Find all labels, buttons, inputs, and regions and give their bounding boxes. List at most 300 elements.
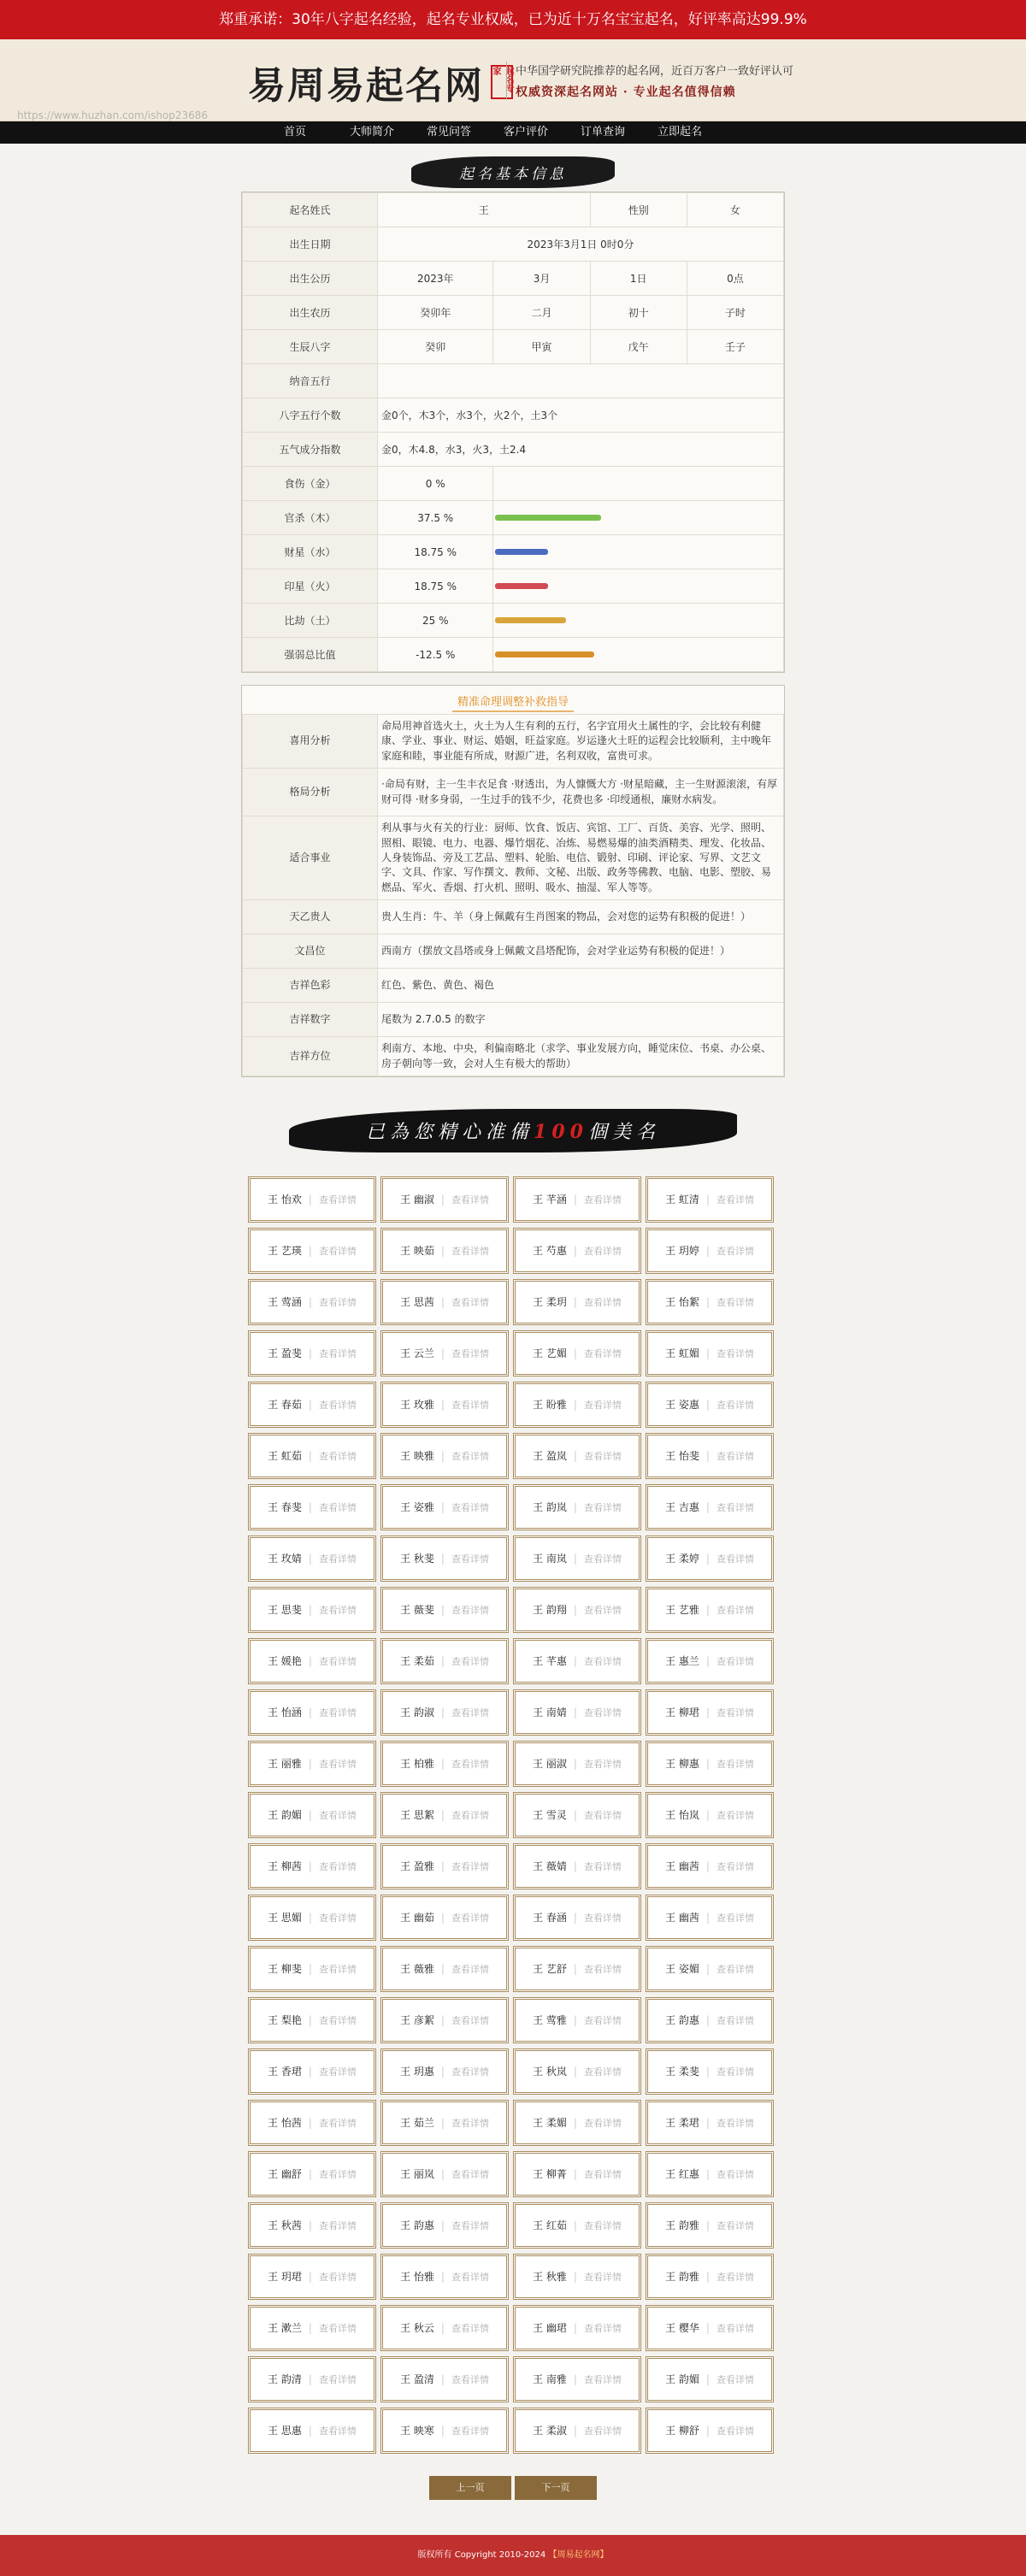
view-detail-link[interactable]: 查看详情 (583, 2271, 622, 2283)
view-detail-link[interactable]: 查看详情 (583, 1194, 622, 1205)
name-text: 王 柳舒 (665, 2425, 699, 2437)
name-card[interactable] (513, 1895, 641, 1941)
divider: | (573, 1552, 577, 1565)
name-text: 王 春斐 (268, 1501, 302, 1514)
view-detail-link[interactable]: 查看详情 (451, 1655, 489, 1667)
view-detail-link[interactable]: 查看详情 (318, 1399, 357, 1411)
view-detail-link[interactable]: 查看详情 (583, 2117, 622, 2129)
view-detail-link[interactable]: 查看详情 (451, 2271, 489, 2283)
view-detail-link[interactable]: 查看详情 (451, 2066, 489, 2078)
divider: | (440, 1449, 445, 1462)
name-card[interactable] (380, 1382, 509, 1428)
view-detail-link[interactable]: 查看详情 (583, 1296, 622, 1308)
prev-page-button[interactable]: 上一页 (429, 2476, 511, 2500)
name-text: 王 柳斐 (268, 1963, 302, 1976)
advice-row (243, 769, 784, 816)
name-text: 王 韵媚 (665, 2373, 699, 2386)
name-card[interactable] (380, 1279, 509, 1325)
name-card[interactable] (513, 1843, 641, 1889)
name-text: 王 南岚 (533, 1553, 567, 1565)
name-card[interactable] (646, 1228, 774, 1274)
name-card[interactable] (380, 1536, 509, 1582)
view-detail-link[interactable]: 查看详情 (318, 1553, 357, 1565)
view-detail-link[interactable]: 查看详情 (583, 2168, 622, 2180)
basic-info-table (242, 192, 784, 672)
view-detail-link[interactable]: 查看详情 (318, 2066, 357, 2078)
view-detail-link[interactable]: 查看详情 (583, 1758, 622, 1770)
view-detail-link[interactable]: 查看详情 (318, 2425, 357, 2437)
name-text: 王 丽岚 (400, 2168, 434, 2181)
promise-banner (0, 0, 1026, 39)
name-card[interactable] (513, 1946, 641, 1992)
view-detail-link[interactable]: 查看详情 (451, 2117, 489, 2129)
view-detail-link[interactable]: 查看详情 (318, 2117, 357, 2129)
name-card[interactable] (380, 2048, 509, 2095)
view-detail-link[interactable]: 查看详情 (716, 1604, 754, 1616)
view-detail-link[interactable]: 查看详情 (583, 1707, 622, 1718)
name-card[interactable] (646, 1433, 774, 1479)
divider: | (573, 1295, 577, 1308)
name-card[interactable] (248, 1689, 376, 1736)
view-detail-link[interactable]: 查看详情 (716, 1963, 754, 1975)
name-card[interactable] (513, 2305, 641, 2351)
view-detail-link[interactable]: 查看详情 (451, 1912, 489, 1924)
name-text: 王 盈斐 (268, 1347, 302, 1360)
name-card[interactable] (248, 1536, 376, 1582)
name-card[interactable] (513, 2202, 641, 2249)
name-card[interactable] (248, 1587, 376, 1633)
divider: | (440, 2116, 445, 2129)
view-detail-link[interactable]: 查看详情 (451, 1860, 489, 1872)
view-detail-link[interactable]: 查看详情 (583, 2373, 622, 2385)
divider: | (573, 1860, 577, 1872)
name-card[interactable] (248, 2356, 376, 2402)
advice-text: 红色、紫色、黄色、褐色 (378, 969, 784, 1003)
name-card[interactable] (380, 1792, 509, 1838)
divider: | (440, 2270, 445, 2283)
name-text: 王 艺雅 (665, 1604, 699, 1617)
divider: | (705, 1500, 710, 1513)
view-detail-link[interactable]: 查看详情 (583, 2219, 622, 2231)
name-card[interactable] (513, 1638, 641, 1684)
name-text: 王 吉惠 (665, 1501, 699, 1514)
view-detail-link[interactable]: 查看详情 (451, 1501, 489, 1513)
name-card[interactable] (513, 1741, 641, 1787)
view-detail-link[interactable]: 查看详情 (318, 1655, 357, 1667)
divider: | (308, 2116, 312, 2129)
name-card[interactable] (646, 1895, 774, 1941)
name-text: 王 柔玥 (533, 1296, 567, 1309)
view-detail-link[interactable]: 查看详情 (716, 2117, 754, 2129)
ten-god-value: 25 % (378, 604, 493, 638)
divider: | (573, 1244, 577, 1257)
view-detail-link[interactable]: 查看详情 (318, 1245, 357, 1257)
name-card[interactable] (646, 2305, 774, 2351)
name-card[interactable] (646, 2356, 774, 2402)
name-card[interactable] (248, 1279, 376, 1325)
view-detail-link[interactable]: 查看详情 (583, 1553, 622, 1565)
name-text: 王 幽珺 (533, 2322, 567, 2335)
name-card[interactable] (248, 1792, 376, 1838)
view-detail-link[interactable]: 查看详情 (451, 1450, 489, 1462)
divider: | (440, 1347, 445, 1359)
row-bazi: 生辰八字 癸卯 甲寅 戊午 壬子 (243, 330, 784, 364)
name-card[interactable] (380, 1946, 509, 1992)
name-text: 王 丽淑 (533, 1758, 567, 1771)
view-detail-link[interactable]: 查看详情 (583, 2425, 622, 2437)
nav-faq[interactable]: 常见问答 (426, 126, 471, 139)
name-card[interactable] (513, 1484, 641, 1530)
divider: | (705, 2321, 710, 2334)
name-card[interactable] (380, 1587, 509, 1633)
nav-order-query[interactable]: 订单查询 (580, 126, 625, 139)
view-detail-link[interactable]: 查看详情 (583, 1347, 622, 1359)
view-detail-link[interactable]: 查看详情 (716, 2322, 754, 2334)
name-text: 王 映雅 (400, 1450, 434, 1463)
nav-reviews[interactable]: 客户评价 (503, 126, 548, 139)
name-card[interactable] (513, 1587, 641, 1633)
name-card[interactable] (646, 1536, 774, 1582)
name-card[interactable] (380, 1484, 509, 1530)
view-detail-link[interactable]: 查看详情 (318, 1604, 357, 1616)
name-card[interactable] (646, 2100, 774, 2146)
name-text: 王 思絮 (400, 1809, 434, 1822)
name-card[interactable] (513, 2048, 641, 2095)
name-card[interactable] (380, 1176, 509, 1223)
view-detail-link[interactable]: 查看详情 (318, 2373, 357, 2385)
divider: | (440, 1295, 445, 1308)
view-detail-link[interactable]: 查看详情 (451, 1347, 489, 1359)
advice-row (243, 715, 784, 769)
name-text: 王 秋茜 (268, 2219, 302, 2232)
view-detail-link[interactable]: 查看详情 (583, 1245, 622, 1257)
name-card[interactable] (248, 1741, 376, 1787)
divider: | (308, 1603, 312, 1616)
view-detail-link[interactable]: 查看详情 (583, 1655, 622, 1667)
name-card[interactable] (646, 1689, 774, 1736)
view-detail-link[interactable]: 查看详情 (716, 1501, 754, 1513)
view-detail-link[interactable]: 查看详情 (716, 1707, 754, 1718)
name-card[interactable] (646, 1843, 774, 1889)
name-card[interactable] (248, 1946, 376, 1992)
name-card[interactable] (380, 1433, 509, 1479)
name-card[interactable] (646, 1176, 774, 1223)
name-card[interactable] (380, 2151, 509, 2197)
name-card[interactable] (248, 2100, 376, 2146)
divider: | (573, 1603, 577, 1616)
divider: | (440, 1911, 445, 1924)
view-detail-link[interactable]: 查看详情 (451, 2373, 489, 2385)
name-text: 王 芊涵 (533, 1194, 567, 1206)
view-detail-link[interactable]: 查看详情 (716, 2014, 754, 2026)
name-card[interactable] (513, 1382, 641, 1428)
view-detail-link[interactable]: 查看详情 (451, 2322, 489, 2334)
name-card[interactable] (646, 2202, 774, 2249)
name-card[interactable] (646, 1330, 774, 1376)
view-detail-link[interactable]: 查看详情 (716, 1296, 754, 1308)
divider: | (573, 2321, 577, 2334)
divider: | (440, 1962, 445, 1975)
name-card[interactable] (380, 1689, 509, 1736)
name-text: 王 盈雅 (400, 1860, 434, 1873)
name-text: 王 思斐 (268, 1604, 302, 1617)
view-detail-link[interactable]: 查看详情 (318, 1296, 357, 1308)
view-detail-link[interactable]: 查看详情 (318, 1347, 357, 1359)
view-detail-link[interactable]: 查看详情 (451, 1553, 489, 1565)
name-card[interactable] (513, 1997, 641, 2043)
divider: | (573, 2424, 577, 2437)
view-detail-link[interactable]: 查看详情 (583, 1963, 622, 1975)
view-detail-link[interactable]: 查看详情 (716, 1450, 754, 1462)
surname-value: 王 (378, 193, 591, 227)
name-card[interactable] (248, 1638, 376, 1684)
name-card[interactable] (646, 1997, 774, 2043)
name-card[interactable] (513, 1176, 641, 1223)
name-card[interactable] (380, 1638, 509, 1684)
next-page-button[interactable]: 下一页 (515, 2476, 597, 2500)
name-text: 王 思媚 (268, 1912, 302, 1925)
view-detail-link[interactable]: 查看详情 (318, 2322, 357, 2334)
name-card[interactable] (248, 1330, 376, 1376)
name-card[interactable] (646, 2048, 774, 2095)
view-detail-link[interactable]: 查看详情 (318, 1501, 357, 1513)
view-detail-link[interactable]: 查看详情 (451, 1758, 489, 1770)
name-card[interactable] (248, 1895, 376, 1941)
view-detail-link[interactable]: 查看详情 (716, 2219, 754, 2231)
ten-god-bar (495, 549, 548, 555)
name-card[interactable] (513, 1228, 641, 1274)
view-detail-link[interactable]: 查看详情 (716, 2373, 754, 2385)
view-detail-link[interactable]: 查看详情 (451, 1194, 489, 1205)
name-card[interactable] (248, 1176, 376, 1223)
divider: | (440, 1706, 445, 1718)
divider: | (705, 1860, 710, 1872)
name-card[interactable] (646, 2151, 774, 2197)
view-detail-link[interactable]: 查看详情 (583, 1809, 622, 1821)
name-text: 王 莺涵 (268, 1296, 302, 1309)
name-card[interactable] (513, 1433, 641, 1479)
name-card[interactable] (380, 2356, 509, 2402)
view-detail-link[interactable]: 查看详情 (318, 2168, 357, 2180)
divider: | (308, 1911, 312, 1924)
view-detail-link[interactable]: 查看详情 (716, 1912, 754, 1924)
advice-text: 尾数为 2.7.0.5 的数字 (378, 1003, 784, 1037)
nav-master-intro[interactable]: 大师简介 (349, 126, 394, 139)
view-detail-link[interactable]: 查看详情 (716, 1553, 754, 1565)
view-detail-link[interactable]: 查看详情 (318, 1450, 357, 1462)
divider: | (308, 2219, 312, 2231)
name-text: 王 思茜 (400, 1296, 434, 1309)
name-card[interactable] (646, 1484, 774, 1530)
name-card[interactable] (248, 1433, 376, 1479)
view-detail-link[interactable]: 查看详情 (318, 1860, 357, 1872)
name-card[interactable] (513, 1689, 641, 1736)
name-card[interactable] (646, 1279, 774, 1325)
view-detail-link[interactable]: 查看详情 (583, 2066, 622, 2078)
divider: | (308, 1757, 312, 1770)
divider: | (440, 2013, 445, 2026)
name-card[interactable] (380, 2305, 509, 2351)
divider: | (573, 1398, 577, 1411)
view-detail-link[interactable]: 查看详情 (318, 1963, 357, 1975)
divider: | (308, 1193, 312, 1205)
name-card[interactable] (380, 2254, 509, 2300)
view-detail-link[interactable]: 查看详情 (583, 2014, 622, 2026)
name-text: 王 秋岚 (533, 2066, 567, 2078)
advice-label: 吉祥数字 (243, 1003, 378, 1037)
name-card[interactable] (248, 1228, 376, 1274)
view-detail-link[interactable]: 查看详情 (716, 1809, 754, 1821)
name-card[interactable] (646, 1946, 774, 1992)
ten-god-value: 0 % (378, 467, 493, 501)
name-card[interactable] (513, 2408, 641, 2454)
view-detail-link[interactable]: 查看详情 (451, 2425, 489, 2437)
view-detail-link[interactable]: 查看详情 (451, 1707, 489, 1718)
name-card[interactable] (513, 2254, 641, 2300)
view-detail-link[interactable]: 查看详情 (716, 2425, 754, 2437)
ten-god-label: 比劫（土） (243, 604, 378, 638)
view-detail-link[interactable]: 查看详情 (716, 1245, 754, 1257)
name-card[interactable] (380, 1228, 509, 1274)
name-card[interactable] (380, 2100, 509, 2146)
name-text: 王 怡岚 (665, 1809, 699, 1822)
name-text: 王 韵淑 (400, 1707, 434, 1719)
ten-god-value: -12.5 % (378, 638, 493, 672)
name-card[interactable] (646, 1587, 774, 1633)
ten-god-value: 37.5 % (378, 501, 493, 535)
view-detail-link[interactable]: 查看详情 (716, 2066, 754, 2078)
name-card[interactable] (646, 1638, 774, 1684)
view-detail-link[interactable]: 查看详情 (451, 1399, 489, 1411)
name-text: 王 南婧 (533, 1707, 567, 1719)
view-detail-link[interactable]: 查看详情 (716, 1347, 754, 1359)
name-card[interactable] (646, 1792, 774, 1838)
advice-box (241, 685, 785, 1077)
view-detail-link[interactable]: 查看详情 (318, 2014, 357, 2026)
view-detail-link[interactable]: 查看详情 (583, 1912, 622, 1924)
name-card[interactable] (380, 1843, 509, 1889)
name-card[interactable] (513, 1792, 641, 1838)
name-card[interactable] (513, 2100, 641, 2146)
divider: | (573, 2116, 577, 2129)
view-detail-link[interactable]: 查看详情 (451, 2168, 489, 2180)
view-detail-link[interactable]: 查看详情 (318, 1758, 357, 1770)
view-detail-link[interactable]: 查看详情 (451, 1963, 489, 1975)
view-detail-link[interactable]: 查看详情 (583, 1604, 622, 1616)
view-detail-link[interactable]: 查看详情 (318, 2219, 357, 2231)
name-card[interactable] (248, 1997, 376, 2043)
view-detail-link[interactable]: 查看详情 (716, 1758, 754, 1770)
divider: | (440, 2167, 445, 2180)
ten-god-label: 食伤（金） (243, 467, 378, 501)
name-card[interactable] (248, 2254, 376, 2300)
name-card[interactable] (248, 1843, 376, 1889)
view-detail-link[interactable]: 查看详情 (716, 1399, 754, 1411)
name-text: 王 幽茜 (665, 1860, 699, 1873)
view-detail-link[interactable]: 查看详情 (451, 2219, 489, 2231)
name-card[interactable] (248, 2408, 376, 2454)
view-detail-link[interactable]: 查看详情 (583, 1860, 622, 1872)
name-text: 王 香珺 (268, 2066, 302, 2078)
view-detail-link[interactable]: 查看详情 (716, 2168, 754, 2180)
name-card[interactable] (513, 1536, 641, 1582)
view-detail-link[interactable]: 查看详情 (583, 1399, 622, 1411)
view-detail-link[interactable]: 查看详情 (583, 1450, 622, 1462)
view-detail-link[interactable]: 查看详情 (318, 1912, 357, 1924)
footer-brand-link[interactable]: 【周易起名网】 (548, 2550, 609, 2560)
view-detail-link[interactable]: 查看详情 (716, 1655, 754, 1667)
name-card[interactable] (380, 2202, 509, 2249)
name-card[interactable] (380, 1997, 509, 2043)
name-text: 王 莺雅 (533, 2014, 567, 2027)
name-card[interactable] (513, 1330, 641, 1376)
ten-god-label: 印星（火） (243, 569, 378, 604)
nav-start-naming[interactable]: 立即起名 (657, 126, 702, 139)
name-text: 王 韵惠 (665, 2014, 699, 2027)
name-text: 王 丽雅 (268, 1758, 302, 1771)
view-detail-link[interactable]: 查看详情 (318, 1809, 357, 1821)
view-detail-link[interactable]: 查看详情 (451, 1604, 489, 1616)
view-detail-link[interactable]: 查看详情 (318, 1194, 357, 1205)
divider: | (705, 2373, 710, 2385)
row-element-score: 五气成分指数 金0，木4.8，水3，火3，土2.4 (243, 433, 784, 467)
view-detail-link[interactable]: 查看详情 (583, 2322, 622, 2334)
name-card[interactable] (380, 2408, 509, 2454)
name-card[interactable] (513, 2151, 641, 2197)
name-card[interactable] (380, 1330, 509, 1376)
view-detail-link[interactable]: 查看详情 (318, 2271, 357, 2283)
name-card[interactable] (646, 2408, 774, 2454)
name-card[interactable] (513, 1279, 641, 1325)
name-text: 王 柔淑 (533, 2425, 567, 2437)
name-card[interactable] (248, 1382, 376, 1428)
view-detail-link[interactable]: 查看详情 (451, 1296, 489, 1308)
name-card[interactable] (380, 1741, 509, 1787)
view-detail-link[interactable]: 查看详情 (583, 1501, 622, 1513)
name-card[interactable] (646, 2254, 774, 2300)
view-detail-link[interactable]: 查看详情 (451, 2014, 489, 2026)
view-detail-link[interactable]: 查看详情 (318, 1707, 357, 1718)
name-card[interactable] (248, 2305, 376, 2351)
view-detail-link[interactable]: 查看详情 (716, 1860, 754, 1872)
name-card[interactable] (380, 1895, 509, 1941)
name-card[interactable] (248, 2151, 376, 2197)
divider: | (440, 1860, 445, 1872)
name-card[interactable] (248, 1484, 376, 1530)
divider: | (440, 2321, 445, 2334)
divider: | (573, 1500, 577, 1513)
gender-value: 女 (687, 193, 783, 227)
name-text: 王 韵岚 (533, 1501, 567, 1514)
advice-text: ·命局有财，主一生丰衣足食 ·财透出，为人慷慨大方 ·财星暗藏，主一生财源滚滚，有厚财可得 ·财多身弱，一生过手的钱不少，花费也多 ·印绶通根，廉财水病发。 (378, 769, 784, 816)
view-detail-link[interactable]: 查看详情 (451, 1809, 489, 1821)
divider: | (705, 1193, 710, 1205)
divider: | (705, 1911, 710, 1924)
view-detail-link[interactable]: 查看详情 (716, 1194, 754, 1205)
name-card[interactable] (646, 1382, 774, 1428)
name-card[interactable] (513, 2356, 641, 2402)
name-text: 王 虹清 (665, 1194, 699, 1206)
name-card[interactable] (248, 2202, 376, 2249)
name-card[interactable] (248, 2048, 376, 2095)
site-logo[interactable] (248, 55, 513, 109)
name-card[interactable] (646, 1741, 774, 1787)
divider: | (440, 1654, 445, 1667)
divider: | (440, 1500, 445, 1513)
view-detail-link[interactable]: 查看详情 (451, 1245, 489, 1257)
view-detail-link[interactable]: 查看详情 (716, 2271, 754, 2283)
nav-home[interactable]: 首页 (283, 126, 306, 139)
